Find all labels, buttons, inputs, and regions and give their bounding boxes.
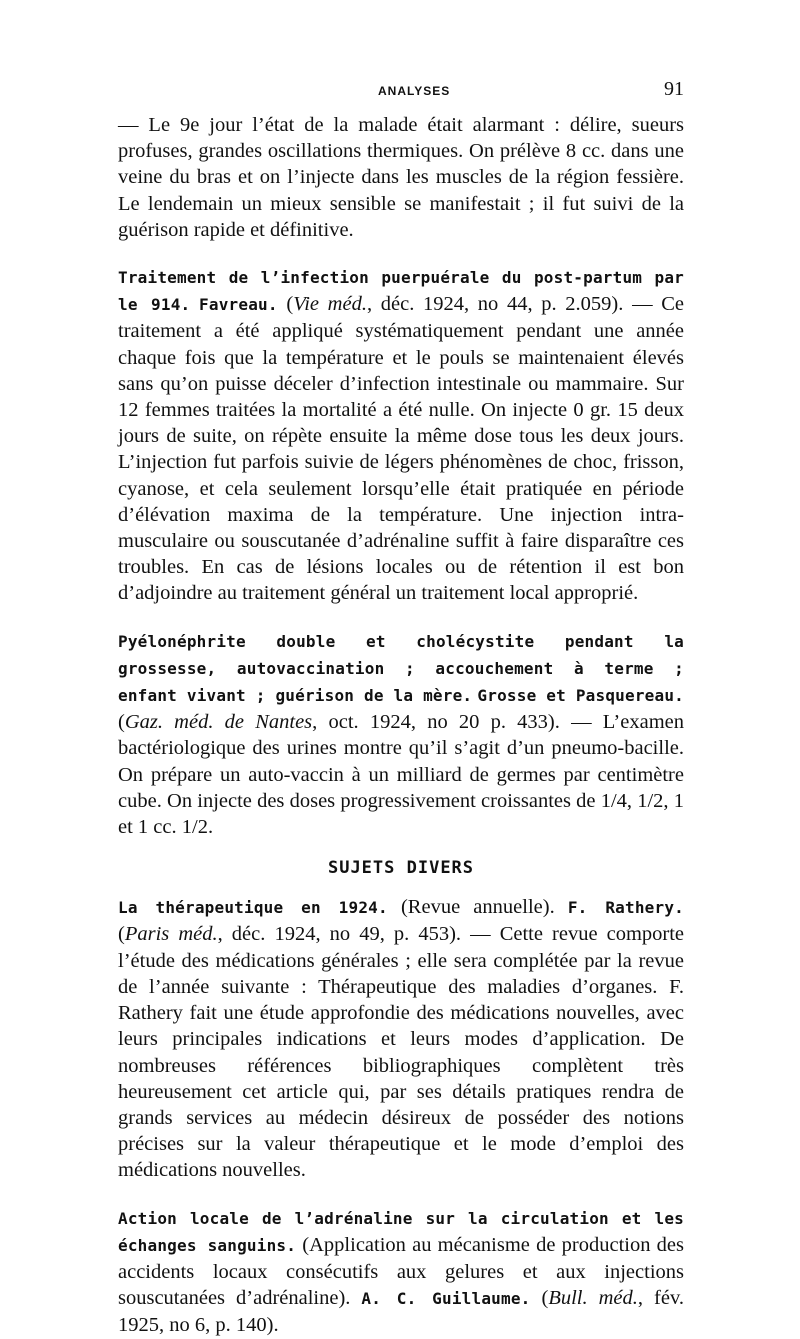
- article-subtitle: (Revue annuelle).: [400, 896, 555, 919]
- article-therapeutique: [118, 894, 684, 1183]
- source-open: (: [541, 1287, 549, 1310]
- page-body: [118, 112, 684, 1339]
- source-open: (: [118, 711, 125, 734]
- article-body: — Cette revue comporte l’étude des médications générales ; elle sera complétée par la revue de l’année suivante : Thérapeutique des maladies d’organes. F. Rathery fait une étude approfondie des médications nouvelles, avec leurs principales indications et leurs modes d’application. De nombreuses références bibliographiques complètent très heureusement cet article qui, par ses détails pratiques rendra de grands services au médecin désireux de posséder des notions précises sur la valeur thérapeutique et le mode d’emploi des médications nouvelles.: [118, 923, 685, 1182]
- journal-name: Gaz. méd. de Nantes: [124, 711, 313, 734]
- journal-name: Paris méd.: [124, 923, 218, 946]
- article-title: Pyélonéphrite double et cholécystite pendant la grossesse, autovaccination ; accouchement à terme ; enfant vivant ; guérison de la mère.: [118, 631, 684, 706]
- article-pyelonephrite: [118, 628, 684, 841]
- article-traitement-infection: [118, 264, 684, 607]
- section-heading: SUJETS DIVERS: [327, 858, 475, 879]
- journal-name: Bull. méd.: [548, 1287, 638, 1310]
- citation: , déc. 1924, no 44, p. 2.059).: [366, 293, 624, 316]
- article-title: Action locale de l’adrénaline sur la circulation et les échanges sanguins.: [118, 1208, 684, 1255]
- citation: , fév. 1925, no 6, p. 140).: [118, 1287, 684, 1337]
- article-adrenaline: [118, 1205, 684, 1339]
- article-title: Traitement de l’infection puerpuérale du post-partum par le 914.: [118, 268, 684, 315]
- article-author: Favreau.: [199, 295, 278, 315]
- source-open: (: [286, 293, 294, 316]
- citation: , oct. 1924, no 20 p. 433).: [312, 711, 560, 734]
- article-author: F. Rathery.: [567, 898, 685, 918]
- journal-name: Vie méd.: [293, 293, 367, 316]
- article-body: — Ce traitement a été appliqué systématiquement pendant une année chaque fois que la température et le pouls se maintenaient élevés sans qu’on puisse déceler d’infection intestinale ou mammaire. Sur 12 femmes traitées la mortalité a été nulle. On injecte 0 gr. 15 deux jours de suite, on répète ensuite la même dose tous les deux jours. L’injection fut parfois suivie de légers phénomènes de choc, frisson, cyanose, et cela seulement lorsqu’elle était pratiquée en période d’élévation maxima de la température. Une injection intra-musculaire ou souscutanée d’adrénaline suffit à faire disparaître ces troubles. En cas de lésions locales ou de rétention il est bon d’adjoindre au traitement général un traitement local approprié.: [118, 293, 685, 605]
- article-author: Grosse et Pasquereau.: [477, 686, 684, 706]
- running-head: [118, 78, 684, 101]
- source-open: (: [118, 923, 125, 946]
- article-author: A. C. Guillaume.: [361, 1289, 531, 1309]
- article-title: La thérapeutique en 1924.: [118, 898, 388, 918]
- opening-paragraph: — Le 9e jour l’état de la malade était alarmant : délire, sueurs profuses, grandes oscillations thermiques. On prélève 8 cc. dans une veine du bras et on l’injecte dans les muscles de la région fessière. Le lendemain un mieux sensible se manifestait ; il fut suivi de la guérison rapide et définitive.: [118, 114, 684, 241]
- running-title: ANALYSES: [378, 84, 451, 98]
- page-number: 91: [664, 78, 684, 100]
- article-body: — L’examen bactériologique des urines montre qu’il s’agit d’un pneumo-bacille. On prépare un auto-vaccin à un milliard de germes par centimètre cube. On injecte des doses progressivement croissantes de 1/4, 1/2, 1 et 1 cc. 1/2.: [118, 711, 685, 839]
- citation: , déc. 1924, no 49, p. 453).: [217, 923, 462, 946]
- article-subtitle: (Application au mécanisme de production des accidents locaux consécutifs aux gelures et aux injections souscutanées d’adrénaline).: [118, 1233, 684, 1310]
